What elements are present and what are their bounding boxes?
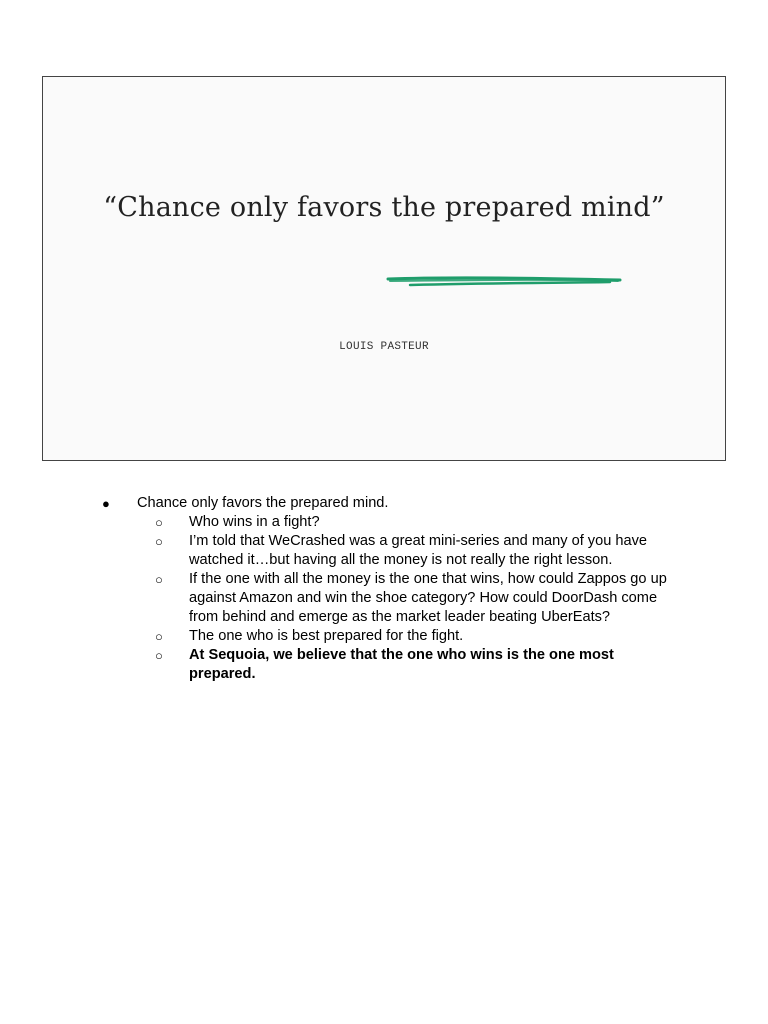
decorative-underline (385, 274, 623, 290)
hollow-bullet-icon: ○ (155, 515, 163, 530)
list-item-text: The one who is best prepared for the fight. (189, 628, 464, 644)
quote-attribution: LOUIS PASTEUR (339, 341, 429, 353)
list-item (0, 532, 679, 570)
hollow-bullet-icon: ○ (155, 648, 163, 663)
hollow-bullet-icon: ○ (155, 534, 163, 549)
list-item (0, 494, 697, 513)
hollow-bullet-icon: ○ (155, 572, 163, 587)
list-item-text: At Sequoia, we believe that the one who wins is the one most prepared. (189, 647, 614, 682)
list-item-text: Who wins in a fight? (189, 514, 320, 530)
list-item-text: If the one with all the money is the one that wins, how could Zappos go up against Amazon and win the shoe category? How could DoorDash come from behind and emerge as the market leader beating UberEats? (189, 571, 667, 625)
list-item (0, 513, 679, 532)
bullet-icon: ● (102, 496, 110, 511)
list-item (0, 646, 679, 684)
list-item-text: I’m told that WeCrashed was a great mini-series and many of you have watched it…but having all the money is not really the right lesson. (189, 533, 648, 568)
hollow-bullet-icon: ○ (155, 629, 163, 644)
speaker-notes (0, 494, 768, 684)
slide-thumbnail (42, 76, 726, 461)
slide-quote: “Chance only favors the prepared mind” (103, 192, 665, 223)
list-item (0, 627, 679, 646)
list-item (0, 570, 679, 627)
list-item-text: Chance only favors the prepared mind. (137, 495, 389, 511)
